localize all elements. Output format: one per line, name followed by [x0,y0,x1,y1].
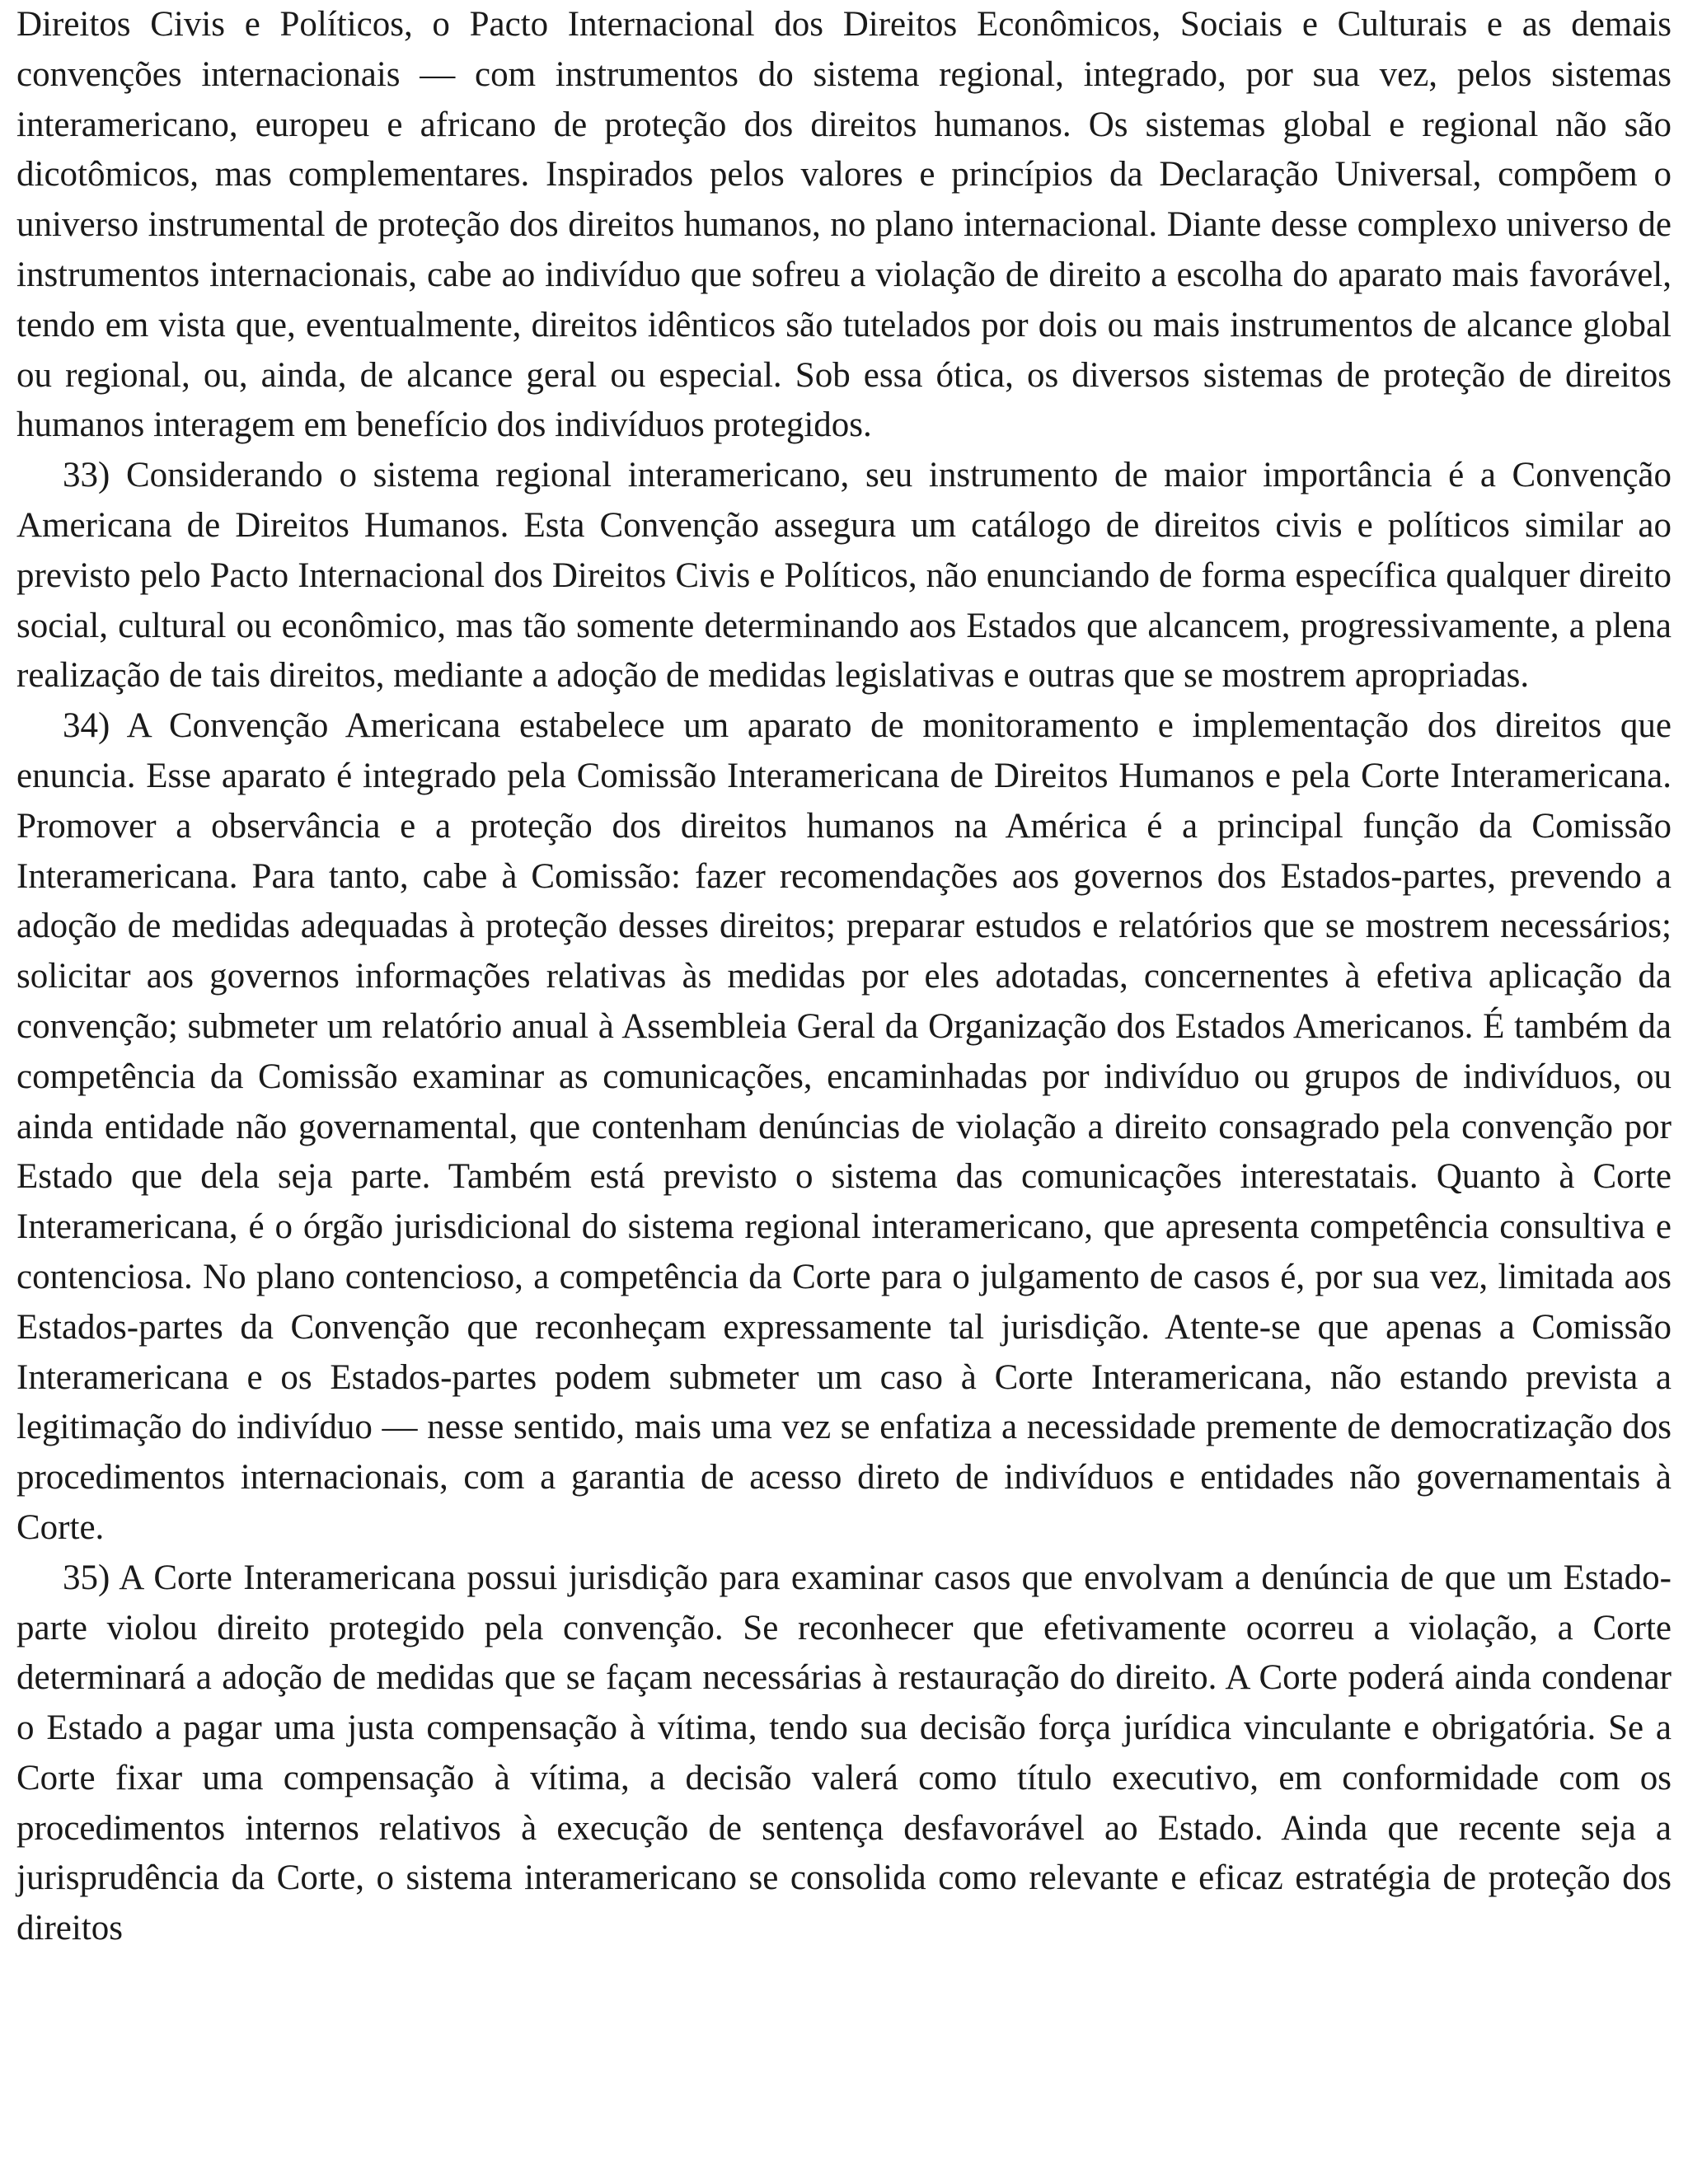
paragraph-item-35: 35) A Corte Interamericana possui jurisdição para examinar casos que envolvam a denúncia de que um Estado-parte violou direito protegido pela convenção. Se reconhecer que efetivamente ocorreu a violação, a Corte determinará a adoção de medidas que se façam necessárias à restauração do direito. A Corte poderá ainda condenar o Estado a pagar uma justa compensação à vítima, tendo sua decisão força jurídica vinculante e obrigatória. Se a Corte fixar uma compensação à vítima, a decisão valerá como título executivo, em conformidade com os procedimentos internos relativos à execução de sentença desfavorável ao Estado. Ainda que recente seja a jurisprudência da Corte, o sistema interamericano se consolida como relevante e eficaz estratégia de proteção dos direitos [16,1558,1672,1948]
paragraph-item-34: 34) A Convenção Americana estabelece um aparato de monitoramento e implementação dos direitos que enuncia. Esse aparato é integrado pela Comissão Interamericana de Direitos Humanos e pela Corte Interamericana. Promover a observância e a proteção dos direitos humanos na América é a principal função da Comissão Interamericana. Para tanto, cabe à Comissão: fazer recomendações aos governos dos Estados-partes, prevendo a adoção de medidas adequadas à proteção desses direitos; preparar estudos e relatórios que se mostrem necessários; solicitar aos governos informações relativas às medidas por eles adotadas, concernentes à efetiva aplicação da convenção; submeter um relatório anual à Assembleia Geral da Organização dos Estados Americanos. É também da competência da Comissão examinar as comunicações, encaminhadas por indivíduo ou grupos de indivíduos, ou ainda entidade não governamental, que contenham denúncias de violação a direito consagrado pela convenção por Estado que dela seja parte. Também está previsto o sistema das comunicações interestatais. Quanto à Corte Interamericana, é o órgão jurisdicional do sistema regional interamericano, que apresenta competência consultiva e contenciosa. No plano contencioso, a competência da Corte para o julgamento de casos é, por sua vez, limitada aos Estados-partes da Convenção que reconheçam expressamente tal jurisdição. Atente-se que apenas a Comissão Interamericana e os Estados-partes podem submeter um caso à Corte Interamericana, não estando prevista a legitimação do indivíduo — nesse sentido, mais uma vez se enfatiza a necessidade premente de democratização dos procedimentos internacionais, com a garantia de acesso direto de indivíduos e entidades não governamentais à Corte. [16,706,1672,1547]
paragraph-item-33: 33) Considerando o sistema regional interamericano, seu instrumento de maior importância é a Convenção Americana de Direitos Humanos. Esta Convenção assegura um catálogo de direitos civis e políticos similar ao previsto pelo Pacto Internacional dos Direitos Civis e Políticos, não enunciando de forma específica qualquer direito social, cultural ou econômico, mas tão somente determinando aos Estados que alcancem, progressivamente, a plena realização de tais direitos, mediante a adoção de medidas legislativas e outras que se mostrem apropriadas. [16,456,1672,696]
paragraph-continuation: Direitos Civis e Políticos, o Pacto Internacional dos Direitos Econômicos, Sociais e Culturais e as demais convenções internacionais — com instrumentos do sistema regional, integrado, por sua vez, pelos sistemas interamericano, europeu e africano de proteção dos direitos humanos. Os sistemas global e regional não são dicotômicos, mas complementares. Inspirados pelos valores e princípios da Declaração Universal, compõem o universo instrumental de proteção dos direitos humanos, no plano internacional. Diante desse complexo universo de instrumentos internacionais, cabe ao indivíduo que sofreu a violação de direito a escolha do aparato mais favorável, tendo em vista que, eventualmente, direitos idênticos são tutelados por dois ou mais instrumentos de alcance global ou regional, ou, ainda, de alcance geral ou especial. Sob essa ótica, os diversos sistemas de proteção de direitos humanos interagem em benefício dos indivíduos protegidos. [16,5,1672,445]
document-page [16,0,1672,1954]
